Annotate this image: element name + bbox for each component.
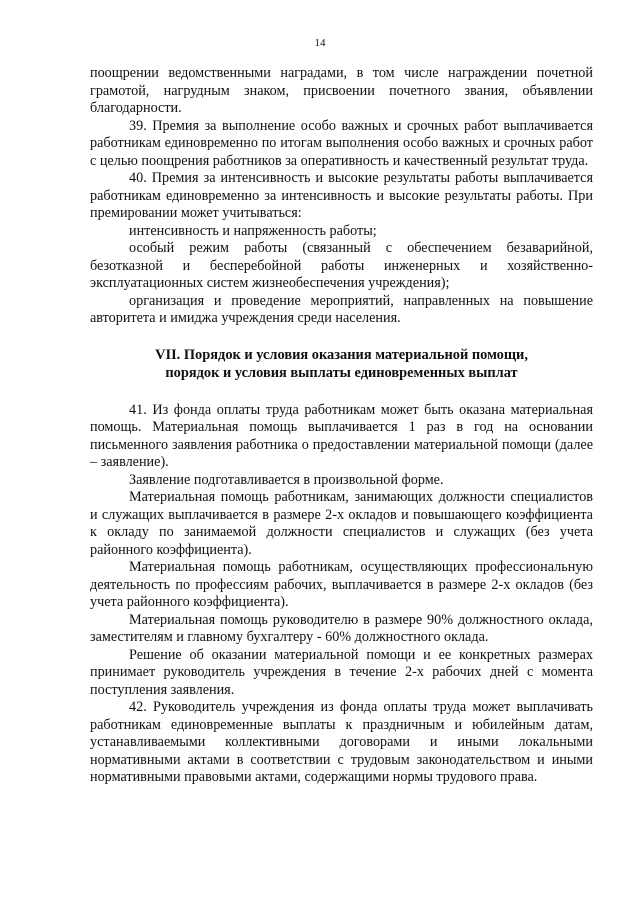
paragraph-42: 42. Руководитель учреждения из фонда оплаты труда может выплачивать работникам единовременные выплаты к праздничным и юбилейным датам, устанавливаемыми коллективными договорами и иными локальными нормативными актами в соответствии с трудовым законодательством и иными нормативными правовыми актами, содержащими нормы трудового права. (90, 699, 593, 785)
page-number: 14 (314, 37, 326, 49)
section-heading-line: VII. Порядок и условия оказания материальной помощи, (155, 346, 528, 363)
list-item: особый режим работы (связанный с обеспечением безаварийной, безотказной и бесперебойной работы инженерных и хозяйственно-эксплуатационных систем жизнеобеспечения учреждения); (90, 240, 593, 291)
paragraph-41: 41. Из фонда оплаты труда работникам может быть оказана материальная помощь. Материальная помощь выплачивается 1 раз в год на основании письменного заявления работника о предоставлении материальной помощи (далее – заявление). (90, 401, 593, 470)
paragraph: Заявление подготавливается в произвольной форме. (129, 471, 444, 488)
paragraph: Материальная помощь руководителю в размере 90% должностного оклада, заместителям и главному бухгалтеру - 60% должностного оклада. (90, 611, 593, 645)
paragraph: Материальная помощь работникам, занимающих должности специалистов и служащих выплачивается в размере 2-х окладов и повышающего коэффициента к окладу по занимаемой должности специалистов и служащих (без учета районного коэффициента). (90, 489, 593, 558)
paragraph-40: 40. Премия за интенсивность и высокие результаты работы выплачивается работникам единовременно за интенсивность и высокие результаты работы. При премировании может учитываться: (90, 170, 593, 221)
section-heading (90, 346, 593, 382)
paragraphs-top (90, 65, 593, 328)
section-heading-line: порядок и условия выплаты единовременных выплат (165, 364, 518, 381)
paragraph: поощрении ведомственными наградами, в том числе награждении почетной грамотой, нагрудным знаком, присвоении почетного звания, объявлении благодарности. (90, 65, 593, 116)
document-body (90, 65, 593, 787)
list-item: организация и проведение мероприятий, направленных на повышение авторитета и имиджа учреждения среди населения. (90, 292, 593, 326)
list-item: интенсивность и напряженность работы; (129, 222, 377, 239)
paragraphs-bottom (90, 402, 593, 787)
paragraph: Решение об оказании материальной помощи и ее конкретных размерах принимает руководитель учреждения в течение 2-х рабочих дней с момента поступления заявления. (90, 646, 593, 698)
paragraph-39: 39. Премия за выполнение особо важных и срочных работ выплачивается работникам единовременно по итогам выполнения особо важных и срочных работ с целью поощрения работников за оперативность и качественный результат труда. (90, 117, 593, 169)
paragraph: Материальная помощь работникам, осуществляющих профессиональную деятельность по профессиям рабочих, выплачивается в размере 2-х окладов (без учета районного коэффициента). (90, 559, 593, 610)
